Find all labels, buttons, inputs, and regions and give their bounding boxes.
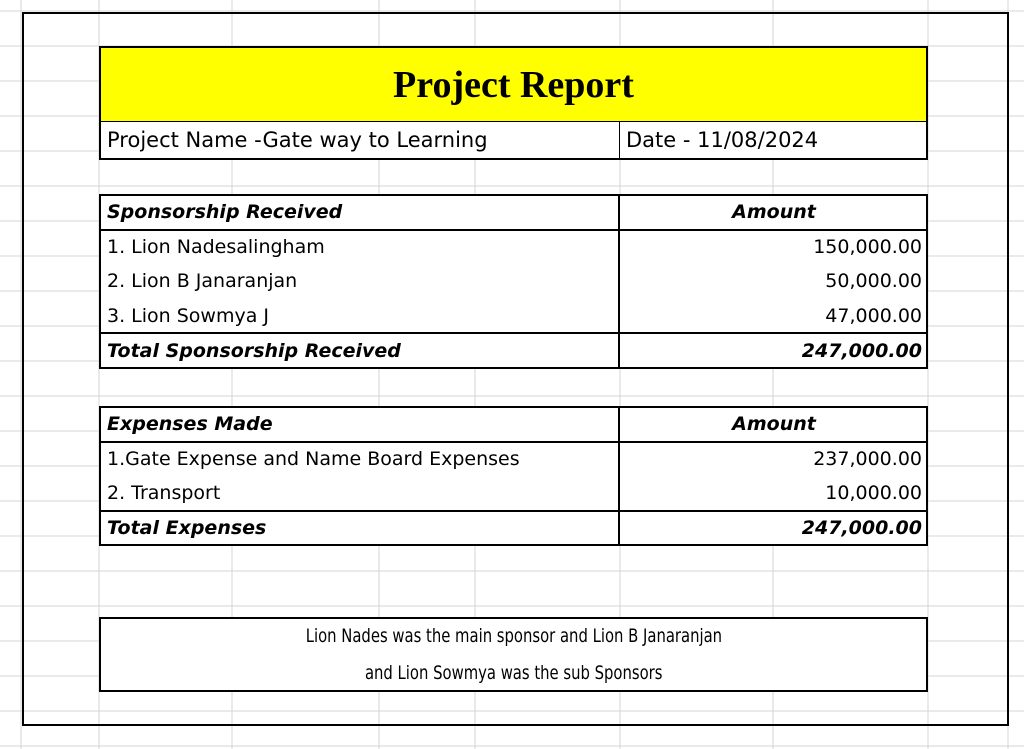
expenses-total-row [100,511,927,546]
sponsor-name-cell[interactable]: 3. Lion Sowmya J [100,299,619,334]
sponsorship-table [99,194,928,369]
table-row [100,442,927,477]
sponsor-name-cell[interactable]: 2. Lion B Janaranjan [100,264,619,299]
expense-name-cell[interactable]: 1.Gate Expense and Name Board Expenses [100,442,619,477]
sponsor-amount-cell[interactable]: 50,000.00 [619,264,927,299]
expenses-header-row [100,407,927,442]
project-name-cell[interactable]: Project Name -Gate way to Learning [101,122,620,158]
table-row [100,230,927,265]
expense-amount-cell[interactable]: 237,000.00 [619,442,927,477]
expense-amount-cell[interactable]: 10,000.00 [619,476,927,511]
expenses-table [99,406,928,546]
date-cell[interactable]: Date - 11/08/2024 [626,128,819,152]
table-row [100,299,927,334]
expenses-total-amount[interactable]: 247,000.00 [619,511,927,546]
sponsorship-header-label[interactable]: Sponsorship Received [100,195,619,230]
sponsor-name-cell[interactable]: 1. Lion Nadesalingham [100,230,619,265]
table-row [100,476,927,511]
expenses-header-label[interactable]: Expenses Made [100,407,619,442]
expenses-total-label[interactable]: Total Expenses [100,511,619,546]
project-info-row [99,121,928,160]
sponsorship-total-row [100,333,927,368]
expenses-header-amount[interactable]: Amount [619,407,927,442]
sponsorship-total-amount[interactable]: 247,000.00 [619,333,927,368]
report-title: Project Report [99,46,928,122]
sponsorship-header-row [100,195,927,230]
table-row [100,264,927,299]
sponsor-amount-cell[interactable]: 47,000.00 [619,299,927,334]
sponsorship-header-amount[interactable]: Amount [619,195,927,230]
note-box[interactable] [99,617,928,692]
sponsorship-total-label[interactable]: Total Sponsorship Received [100,333,619,368]
note-line-2: and Lion Sowmya was the sub Sponsors [364,661,663,684]
expense-name-cell[interactable]: 2. Transport [100,476,619,511]
note-line-1: Lion Nades was the main sponsor and Lion B Janaranjan [305,624,722,647]
sponsor-amount-cell[interactable]: 150,000.00 [619,230,927,265]
